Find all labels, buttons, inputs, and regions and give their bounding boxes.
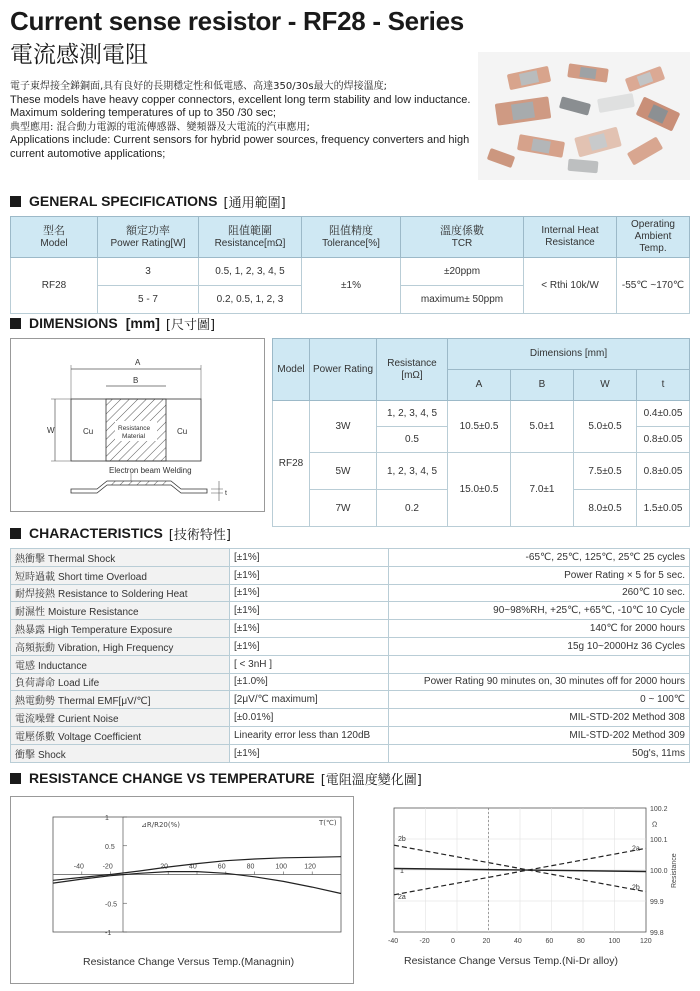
cell-resistance: 1, 2, 3, 4, 5 bbox=[377, 401, 448, 427]
cell-power: 3W bbox=[310, 401, 377, 453]
test-name-cn: 熱電動勢 bbox=[15, 696, 55, 708]
cell-heat: < Rthi 10k/W bbox=[524, 258, 617, 314]
x-tick-label: 100 bbox=[608, 938, 621, 945]
x-tick-label: 40 bbox=[514, 938, 522, 945]
cell-condition: [±1%] bbox=[230, 549, 389, 567]
test-name-en: Short time Overload bbox=[58, 571, 147, 583]
x-tick-label: 120 bbox=[304, 863, 316, 871]
intro-line: 電子東焊接全銻銅面,具有良好的長期穩定性和低電感、高達350/30s最大的焊接溫度; bbox=[10, 81, 387, 92]
chart-nicr bbox=[356, 796, 690, 982]
table-row bbox=[11, 691, 690, 709]
col-header bbox=[617, 217, 690, 258]
test-name-en: Load Life bbox=[58, 678, 100, 690]
cell-result: 260℃ 10 sec. bbox=[389, 584, 690, 602]
test-name-cn: 耐濕性 bbox=[15, 607, 45, 619]
cu-right-label: Cu bbox=[177, 427, 188, 436]
cell-b: 7.0±1 bbox=[511, 453, 574, 527]
section-title: CHARACTERISTICS bbox=[29, 525, 163, 541]
table-row bbox=[11, 258, 690, 286]
material-label: Resistance bbox=[118, 425, 151, 432]
test-name-cn: 電流噪聲 bbox=[15, 714, 55, 726]
col-header-resistance: Resistance [mΩ] bbox=[377, 339, 448, 401]
col-header-cn: Internal Heat bbox=[541, 225, 599, 236]
section-title-cn: [通用範圍] bbox=[223, 195, 286, 211]
cell-test-name bbox=[11, 620, 230, 638]
cell-power: 5 - 7 bbox=[98, 286, 199, 314]
cell-condition: [±1%] bbox=[230, 637, 389, 655]
chart-manganin bbox=[10, 796, 354, 984]
cell-test-name bbox=[11, 744, 230, 762]
table-row bbox=[11, 709, 690, 727]
y-tick-label: 100.1 bbox=[650, 837, 668, 844]
section-title: RESISTANCE CHANGE VS TEMPERATURE bbox=[29, 770, 315, 786]
chart-caption: Resistance Change Versus Temp.(Ni-Dr alloy) bbox=[404, 955, 618, 967]
table-row bbox=[11, 637, 690, 655]
section-title: GENERAL SPECIFICATIONS bbox=[29, 193, 218, 209]
cell-w: 7.5±0.5 bbox=[574, 453, 637, 490]
section-title-cn: [尺寸圖] bbox=[165, 317, 216, 333]
cell-condition: Linearity error less than 120dB bbox=[230, 726, 389, 744]
cell-w: 5.0±0.5 bbox=[574, 401, 637, 453]
bullet-square-icon bbox=[10, 773, 21, 784]
x-tick-label: 80 bbox=[246, 863, 255, 871]
table-row bbox=[11, 744, 690, 762]
cell-resistance: 0.2, 0.5, 1, 2, 3 bbox=[199, 286, 302, 314]
cell-condition: [ < 3nH ] bbox=[230, 655, 389, 673]
test-name-en: High Temperature Exposure bbox=[48, 625, 173, 637]
cell-temp: -55℃ ~170℃ bbox=[617, 258, 690, 314]
test-name-en: Thermal EMF[μV/℃] bbox=[58, 696, 151, 708]
table-header-row bbox=[11, 217, 690, 258]
col-header-en: Resistance[mΩ] bbox=[214, 237, 286, 249]
y-tick-label: 100.2 bbox=[650, 806, 668, 813]
cell-condition: [±1%] bbox=[230, 566, 389, 584]
cell-resistance: 0.5 bbox=[377, 427, 448, 453]
cell-result: Power Rating 90 minutes on, 30 minutes off for 2000 hours bbox=[389, 673, 690, 691]
series-label: 2a bbox=[398, 893, 406, 901]
weld-label: Electron beam Welding bbox=[109, 466, 192, 475]
cell-t: 0.8±0.05 bbox=[637, 453, 690, 490]
test-name-en: Shock bbox=[38, 749, 66, 761]
col-header-cn: 阻值精度 bbox=[329, 224, 373, 237]
test-name-cn: 電壓係數 bbox=[15, 731, 55, 743]
section-title-cn: [電阻溫度變化圖] bbox=[320, 772, 422, 788]
col-header-en: Power Rating[W] bbox=[110, 237, 186, 249]
bullet-square-icon bbox=[10, 318, 21, 329]
dim-label-t: t bbox=[225, 490, 227, 497]
test-name-en: Resistance to Soldering Heat bbox=[58, 589, 188, 601]
section-heading-general bbox=[10, 192, 286, 210]
x-tick-label: 60 bbox=[545, 938, 554, 945]
cell-condition: [2μV/℃ maximum] bbox=[230, 691, 389, 709]
x-tick-label: 120 bbox=[640, 938, 652, 945]
table-row bbox=[11, 602, 690, 620]
test-name-en: Curient Noise bbox=[58, 714, 119, 726]
x-axis-label: T(℃) bbox=[319, 819, 337, 827]
y-tick-label: -0.5 bbox=[105, 901, 118, 909]
test-name-en: Moisture Resistance bbox=[48, 607, 139, 619]
table-row bbox=[11, 673, 690, 691]
bullet-square-icon bbox=[10, 196, 21, 207]
cell-t: 0.4±0.05 bbox=[637, 401, 690, 427]
test-name-cn: 高頻振動 bbox=[15, 642, 55, 654]
cell-power: 7W bbox=[310, 490, 377, 527]
test-name-en: Thermal Shock bbox=[48, 553, 116, 565]
x-tick-label: -40 bbox=[73, 863, 84, 871]
y-tick-label: -1 bbox=[105, 930, 112, 937]
y-tick-label: 0.5 bbox=[105, 843, 115, 851]
section-title: DIMENSIONS bbox=[29, 315, 118, 331]
cell-result: 50g's, 11ms bbox=[389, 744, 690, 762]
col-header-cn: 額定功率 bbox=[126, 224, 170, 237]
cell-result bbox=[389, 655, 690, 673]
x-tick-label: 0 bbox=[451, 938, 455, 945]
cell-condition: [±1%] bbox=[230, 602, 389, 620]
dimensions-table bbox=[272, 338, 690, 527]
general-spec-table bbox=[10, 216, 690, 314]
table-row bbox=[11, 620, 690, 638]
cell-tolerance: ±1% bbox=[302, 258, 401, 314]
col-header-en: Temp. bbox=[639, 243, 667, 254]
cell-test-name bbox=[11, 566, 230, 584]
col-header-cn: Operating Ambient bbox=[631, 219, 675, 242]
table-row bbox=[11, 566, 690, 584]
cell-test-name bbox=[11, 691, 230, 709]
section-unit: [mm] bbox=[125, 315, 160, 331]
cell-w: 8.0±0.5 bbox=[574, 490, 637, 527]
x-tick-label: 80 bbox=[577, 938, 585, 945]
y-axis-label: ⊿R/R20(%) bbox=[141, 821, 180, 829]
cell-result: 15g 10~2000Hz 36 Cycles bbox=[389, 637, 690, 655]
cell-t: 1.5±0.05 bbox=[637, 490, 690, 527]
y-axis-label: Resistance bbox=[671, 853, 678, 888]
page-title: Current sense resistor - RF28 - Series bbox=[10, 6, 464, 36]
cell-resistance: 1, 2, 3, 4, 5 bbox=[377, 453, 448, 490]
intro-line: 典型應用: 混合動力電源的電流傳感器、變頻器及大電流的汽車應用; bbox=[10, 121, 310, 133]
col-header-en: Resistance bbox=[545, 237, 595, 248]
cell-condition: [±0.01%] bbox=[230, 709, 389, 727]
x-tick-label: 60 bbox=[217, 863, 226, 871]
cell-result: 140℃ for 2000 hours bbox=[389, 620, 690, 638]
col-header bbox=[401, 217, 524, 258]
dim-label-w: W bbox=[47, 426, 55, 435]
cell-result: 0 ~ 100℃ bbox=[389, 691, 690, 709]
cell-test-name bbox=[11, 549, 230, 567]
test-name-en: Inductance bbox=[38, 660, 87, 672]
chart-nicr-plot bbox=[356, 796, 690, 986]
cell-a: 15.0±0.5 bbox=[448, 453, 511, 527]
col-header-cn: 型名 bbox=[43, 224, 65, 237]
cell-test-name bbox=[11, 709, 230, 727]
col-header bbox=[11, 217, 98, 258]
col-header-t: t bbox=[637, 370, 690, 401]
section-heading-characteristics bbox=[10, 524, 231, 542]
dim-label-b: B bbox=[133, 376, 139, 385]
x-tick-label: 20 bbox=[482, 938, 491, 945]
cu-left-label: Cu bbox=[83, 427, 94, 436]
cell-result: 90~98%RH, +25℃, +65℃, -10℃ 10 Cycle bbox=[389, 602, 690, 620]
y-tick-label: 1 bbox=[105, 815, 109, 822]
resistor-drawing bbox=[11, 339, 264, 511]
cell-test-name bbox=[11, 602, 230, 620]
col-header-en: Tolerance[%] bbox=[322, 237, 380, 249]
page-subtitle: 電流感測電阻 bbox=[10, 42, 148, 68]
cell-result: Power Rating × 5 for 5 sec. bbox=[389, 566, 690, 584]
col-header bbox=[199, 217, 302, 258]
test-name-cn: 負荷壽命 bbox=[15, 678, 55, 690]
cell-power: 5W bbox=[310, 453, 377, 490]
test-name-cn: 衝擊 bbox=[15, 749, 35, 761]
table-header-row bbox=[273, 339, 690, 370]
table-row bbox=[11, 549, 690, 567]
test-name-cn: 熱衝擊 bbox=[15, 553, 45, 565]
col-header-en: TCR bbox=[451, 237, 473, 249]
cell-power: 3 bbox=[98, 258, 199, 286]
intro-line: Applications include: Current sensors for hybrid power sources, frequency converters and high current automotive applications; bbox=[10, 134, 470, 160]
x-tick-label: -40 bbox=[388, 938, 399, 945]
cell-b: 5.0±1 bbox=[511, 401, 574, 453]
cell-a: 10.5±0.5 bbox=[448, 401, 511, 453]
col-header bbox=[98, 217, 199, 258]
cell-result: MIL-STD-202 Method 309 bbox=[389, 726, 690, 744]
cell-test-name bbox=[11, 673, 230, 691]
table-row bbox=[11, 726, 690, 744]
cell-resistance: 0.2 bbox=[377, 490, 448, 527]
col-header-en: Model bbox=[40, 237, 68, 249]
characteristics-table bbox=[10, 548, 690, 763]
series-label: 2b bbox=[398, 836, 406, 844]
cell-condition: [±1.0%] bbox=[230, 673, 389, 691]
table-row bbox=[273, 453, 690, 490]
cell-test-name bbox=[11, 655, 230, 673]
y-tick-label: 99.9 bbox=[650, 899, 664, 906]
section-title-cn: [技術特性] bbox=[168, 527, 231, 543]
cell-result: MIL-STD-202 Method 308 bbox=[389, 709, 690, 727]
col-header-b: B bbox=[511, 370, 574, 401]
dim-label-a: A bbox=[135, 358, 141, 367]
cell-tcr: ±20ppm bbox=[401, 258, 524, 286]
col-header bbox=[302, 217, 401, 258]
cell-test-name bbox=[11, 584, 230, 602]
cell-model: RF28 bbox=[273, 401, 310, 527]
col-header-cn: 阻值範圍 bbox=[228, 224, 272, 237]
test-name-cn: 電感 bbox=[15, 660, 35, 672]
y-unit-label: Ω bbox=[652, 821, 658, 829]
intro-line: These models have heavy copper connectors, excellent long term stability and low inductance. Maximum soldering temperatures of up to 350 /30 sec; bbox=[10, 93, 471, 119]
product-photo bbox=[478, 52, 690, 180]
table-row bbox=[11, 584, 690, 602]
dimension-drawing bbox=[10, 338, 265, 512]
col-header-w: W bbox=[574, 370, 637, 401]
test-name-en: Voltage Coefficient bbox=[58, 731, 142, 743]
cell-test-name bbox=[11, 637, 230, 655]
bullet-square-icon bbox=[10, 528, 21, 539]
y-tick-label: 100.0 bbox=[650, 868, 668, 875]
section-heading-dimensions bbox=[10, 314, 215, 332]
table-row bbox=[273, 401, 690, 427]
cell-model: RF28 bbox=[11, 258, 98, 314]
chart-manganin-plot bbox=[11, 797, 353, 983]
chart-caption: Resistance Change Versus Temp.(Managnin) bbox=[83, 956, 295, 968]
col-header-model: Model bbox=[273, 339, 310, 401]
test-name-cn: 耐焊接熱 bbox=[15, 589, 55, 601]
x-tick-label: 100 bbox=[275, 863, 288, 871]
col-header-power: Power Rating bbox=[310, 339, 377, 401]
series-label: 1 bbox=[400, 868, 404, 875]
cell-condition: [±1%] bbox=[230, 584, 389, 602]
col-header-a: A bbox=[448, 370, 511, 401]
cell-t: 0.8±0.05 bbox=[637, 427, 690, 453]
series-label: 2b bbox=[632, 884, 640, 892]
material-label: Material bbox=[122, 433, 146, 440]
col-header bbox=[524, 217, 617, 258]
cell-result: -65℃, 25℃, 125℃, 25℃ 25 cycles bbox=[389, 549, 690, 567]
test-name-en: Vibration, High Frequency bbox=[58, 642, 174, 654]
col-header-dimensions: Dimensions [mm] bbox=[448, 339, 690, 370]
series-label: 2a bbox=[632, 845, 640, 853]
intro-text bbox=[10, 80, 480, 161]
cell-tcr: maximum± 50ppm bbox=[401, 286, 524, 314]
cell-condition: [±1%] bbox=[230, 620, 389, 638]
cell-test-name bbox=[11, 726, 230, 744]
x-tick-label: 40 bbox=[189, 863, 197, 871]
table-row bbox=[11, 655, 690, 673]
x-tick-label: -20 bbox=[419, 938, 430, 945]
cell-resistance: 0.5, 1, 2, 3, 4, 5 bbox=[199, 258, 302, 286]
x-tick-label: -20 bbox=[102, 863, 113, 871]
x-tick-label: 20 bbox=[160, 863, 168, 871]
section-heading-rvt bbox=[10, 769, 422, 787]
test-name-cn: 短時過載 bbox=[15, 571, 55, 583]
cell-condition: [±1%] bbox=[230, 744, 389, 762]
test-name-cn: 熱暴露 bbox=[15, 625, 45, 637]
col-header-cn: 溫度係數 bbox=[440, 224, 484, 237]
y-tick-label: 99.8 bbox=[650, 930, 664, 937]
